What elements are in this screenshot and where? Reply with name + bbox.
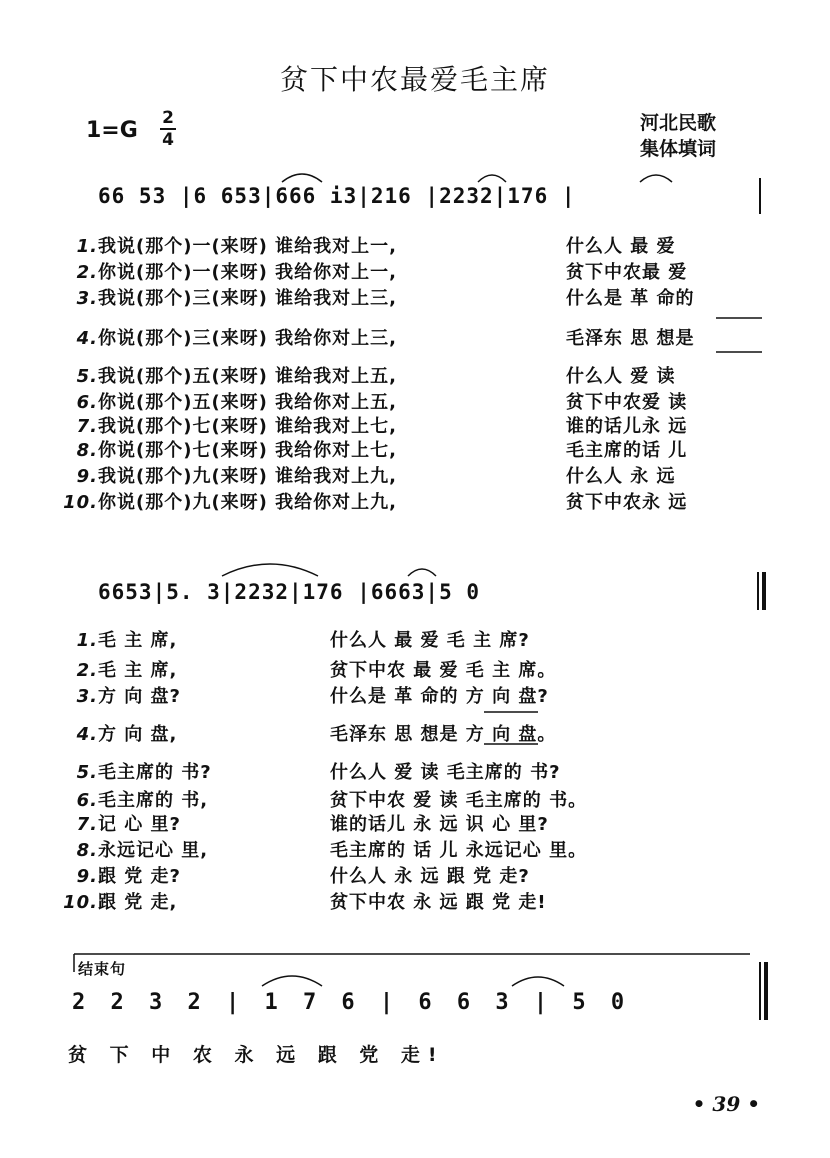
time-signature-bottom: 4 bbox=[162, 130, 174, 150]
lyric-text-b: 什么人 永 远 bbox=[566, 466, 676, 487]
system2-notes: 6653|5. 3|2232|176 |6663|5 0 bbox=[98, 580, 481, 604]
lyric-text-a: 你说(那个)三(来呀) 我给你对上三, bbox=[98, 328, 398, 349]
system1-notes: 66 53 |6 653|666 i3|216 |2232|176 | bbox=[98, 184, 576, 208]
lyric-text-b: 贫下中农永 远 bbox=[566, 492, 688, 513]
lyric-text-a: 方 向 盘? bbox=[98, 686, 181, 707]
verse-number: 8. bbox=[76, 840, 98, 861]
ending-notes: 2 2 3 2 | 1 7 6 | 6 6 3 | 5 0 bbox=[72, 990, 631, 1015]
verse-number: 6. bbox=[76, 790, 98, 811]
lyric-text-a: 你说(那个)七(来呀) 我给你对上七, bbox=[98, 440, 398, 461]
lyric-text-a: 我说(那个)七(来呀) 谁给我对上七, bbox=[98, 416, 398, 437]
lyric-text-b: 什么是 革 命的 方 向 盘? bbox=[330, 686, 549, 707]
key-signature: 1=G bbox=[86, 118, 138, 143]
verse-number: 3. bbox=[76, 288, 98, 309]
verse-number: 9. bbox=[76, 466, 98, 487]
lyric-text-a: 我说(那个)九(来呀) 谁给我对上九, bbox=[98, 466, 398, 487]
verse-number: 10. bbox=[63, 892, 98, 913]
lyric-text-b: 毛泽东 思 想是 bbox=[566, 328, 695, 349]
lyric-text-b: 谁的话儿 永 远 识 心 里? bbox=[330, 814, 549, 835]
credit-lyricist: 集体填词 bbox=[640, 138, 717, 160]
verse-number: 10. bbox=[63, 492, 98, 513]
lyric-text-b: 毛泽东 思 想是 方 向 盘。 bbox=[330, 724, 557, 745]
lyric-text-b: 贫下中农 最 爱 毛 主 席。 bbox=[330, 660, 557, 681]
lyric-text-a: 我说(那个)三(来呀) 谁给我对上三, bbox=[98, 288, 398, 309]
verse-number: 3. bbox=[76, 686, 98, 707]
lyric-text-b: 贫下中农 爱 读 毛主席的 书。 bbox=[330, 790, 588, 811]
song-title: 贫下中农最爱毛主席 bbox=[279, 63, 550, 96]
lyric-text-a: 你说(那个)一(来呀) 我给你对上一, bbox=[98, 262, 398, 283]
verse-number: 7. bbox=[76, 814, 98, 835]
verse-number: 2. bbox=[76, 262, 98, 283]
lyric-text-a: 我说(那个)五(来呀) 谁给我对上五, bbox=[98, 366, 398, 387]
verse-number: 7. bbox=[76, 416, 98, 437]
lyric-text-a: 记 心 里? bbox=[98, 814, 181, 835]
lyric-text-b: 谁的话儿永 远 bbox=[566, 416, 688, 437]
lyric-text-a: 方 向 盘, bbox=[98, 724, 178, 745]
verse-number: 1. bbox=[76, 236, 98, 257]
lyric-text-a: 跟 党 走? bbox=[98, 866, 181, 887]
lyric-text-b: 什么人 最 爱 bbox=[566, 236, 676, 257]
ending-label: 结束句 bbox=[78, 960, 127, 978]
lyric-text-b: 什么人 爱 读 bbox=[566, 366, 676, 387]
lyric-text-a: 你说(那个)九(来呀) 我给你对上九, bbox=[98, 492, 398, 513]
verse-number: 8. bbox=[76, 440, 98, 461]
lyric-text-b: 什么是 革 命的 bbox=[566, 288, 695, 309]
verse-number: 9. bbox=[76, 866, 98, 887]
lyric-text-a: 毛 主 席, bbox=[98, 630, 178, 651]
lyric-text-a: 跟 党 走, bbox=[98, 892, 178, 913]
verse-number: 5. bbox=[76, 762, 98, 783]
lyric-text-b: 什么人 爱 读 毛主席的 书? bbox=[330, 762, 561, 783]
verse-number: 1. bbox=[76, 630, 98, 651]
ending-lyrics: 贫 下 中 农 永 远 跟 党 走! bbox=[68, 1044, 445, 1066]
time-signature-top: 2 bbox=[162, 108, 174, 128]
lyric-text-b: 贫下中农爱 读 bbox=[566, 392, 688, 413]
lyric-text-b: 贫下中农最 爱 bbox=[566, 262, 688, 283]
lyric-text-a: 毛 主 席, bbox=[98, 660, 178, 681]
lyric-text-b: 毛主席的 话 儿 永远记心 里。 bbox=[330, 840, 588, 861]
credit-origin: 河北民歌 bbox=[640, 112, 717, 134]
lyric-text-b: 什么人 永 远 跟 党 走? bbox=[330, 866, 530, 887]
lyric-text-a: 毛主席的 书? bbox=[98, 762, 212, 783]
verse-number: 4. bbox=[76, 724, 98, 745]
verse-number: 2. bbox=[76, 660, 98, 681]
lyric-text-a: 我说(那个)一(来呀) 谁给我对上一, bbox=[98, 236, 398, 257]
verse-number: 5. bbox=[76, 366, 98, 387]
lyric-text-a: 你说(那个)五(来呀) 我给你对上五, bbox=[98, 392, 398, 413]
lyric-text-b: 贫下中农 永 远 跟 党 走! bbox=[330, 892, 547, 913]
verse-number: 4. bbox=[76, 328, 98, 349]
page-number: • 39 • bbox=[692, 1092, 760, 1116]
lyric-text-a: 永远记心 里, bbox=[98, 840, 209, 861]
lyric-text-a: 毛主席的 书, bbox=[98, 790, 209, 811]
lyric-text-b: 什么人 最 爱 毛 主 席? bbox=[330, 630, 530, 651]
lyric-text-b: 毛主席的话 儿 bbox=[566, 440, 688, 461]
verse-number: 6. bbox=[76, 392, 98, 413]
